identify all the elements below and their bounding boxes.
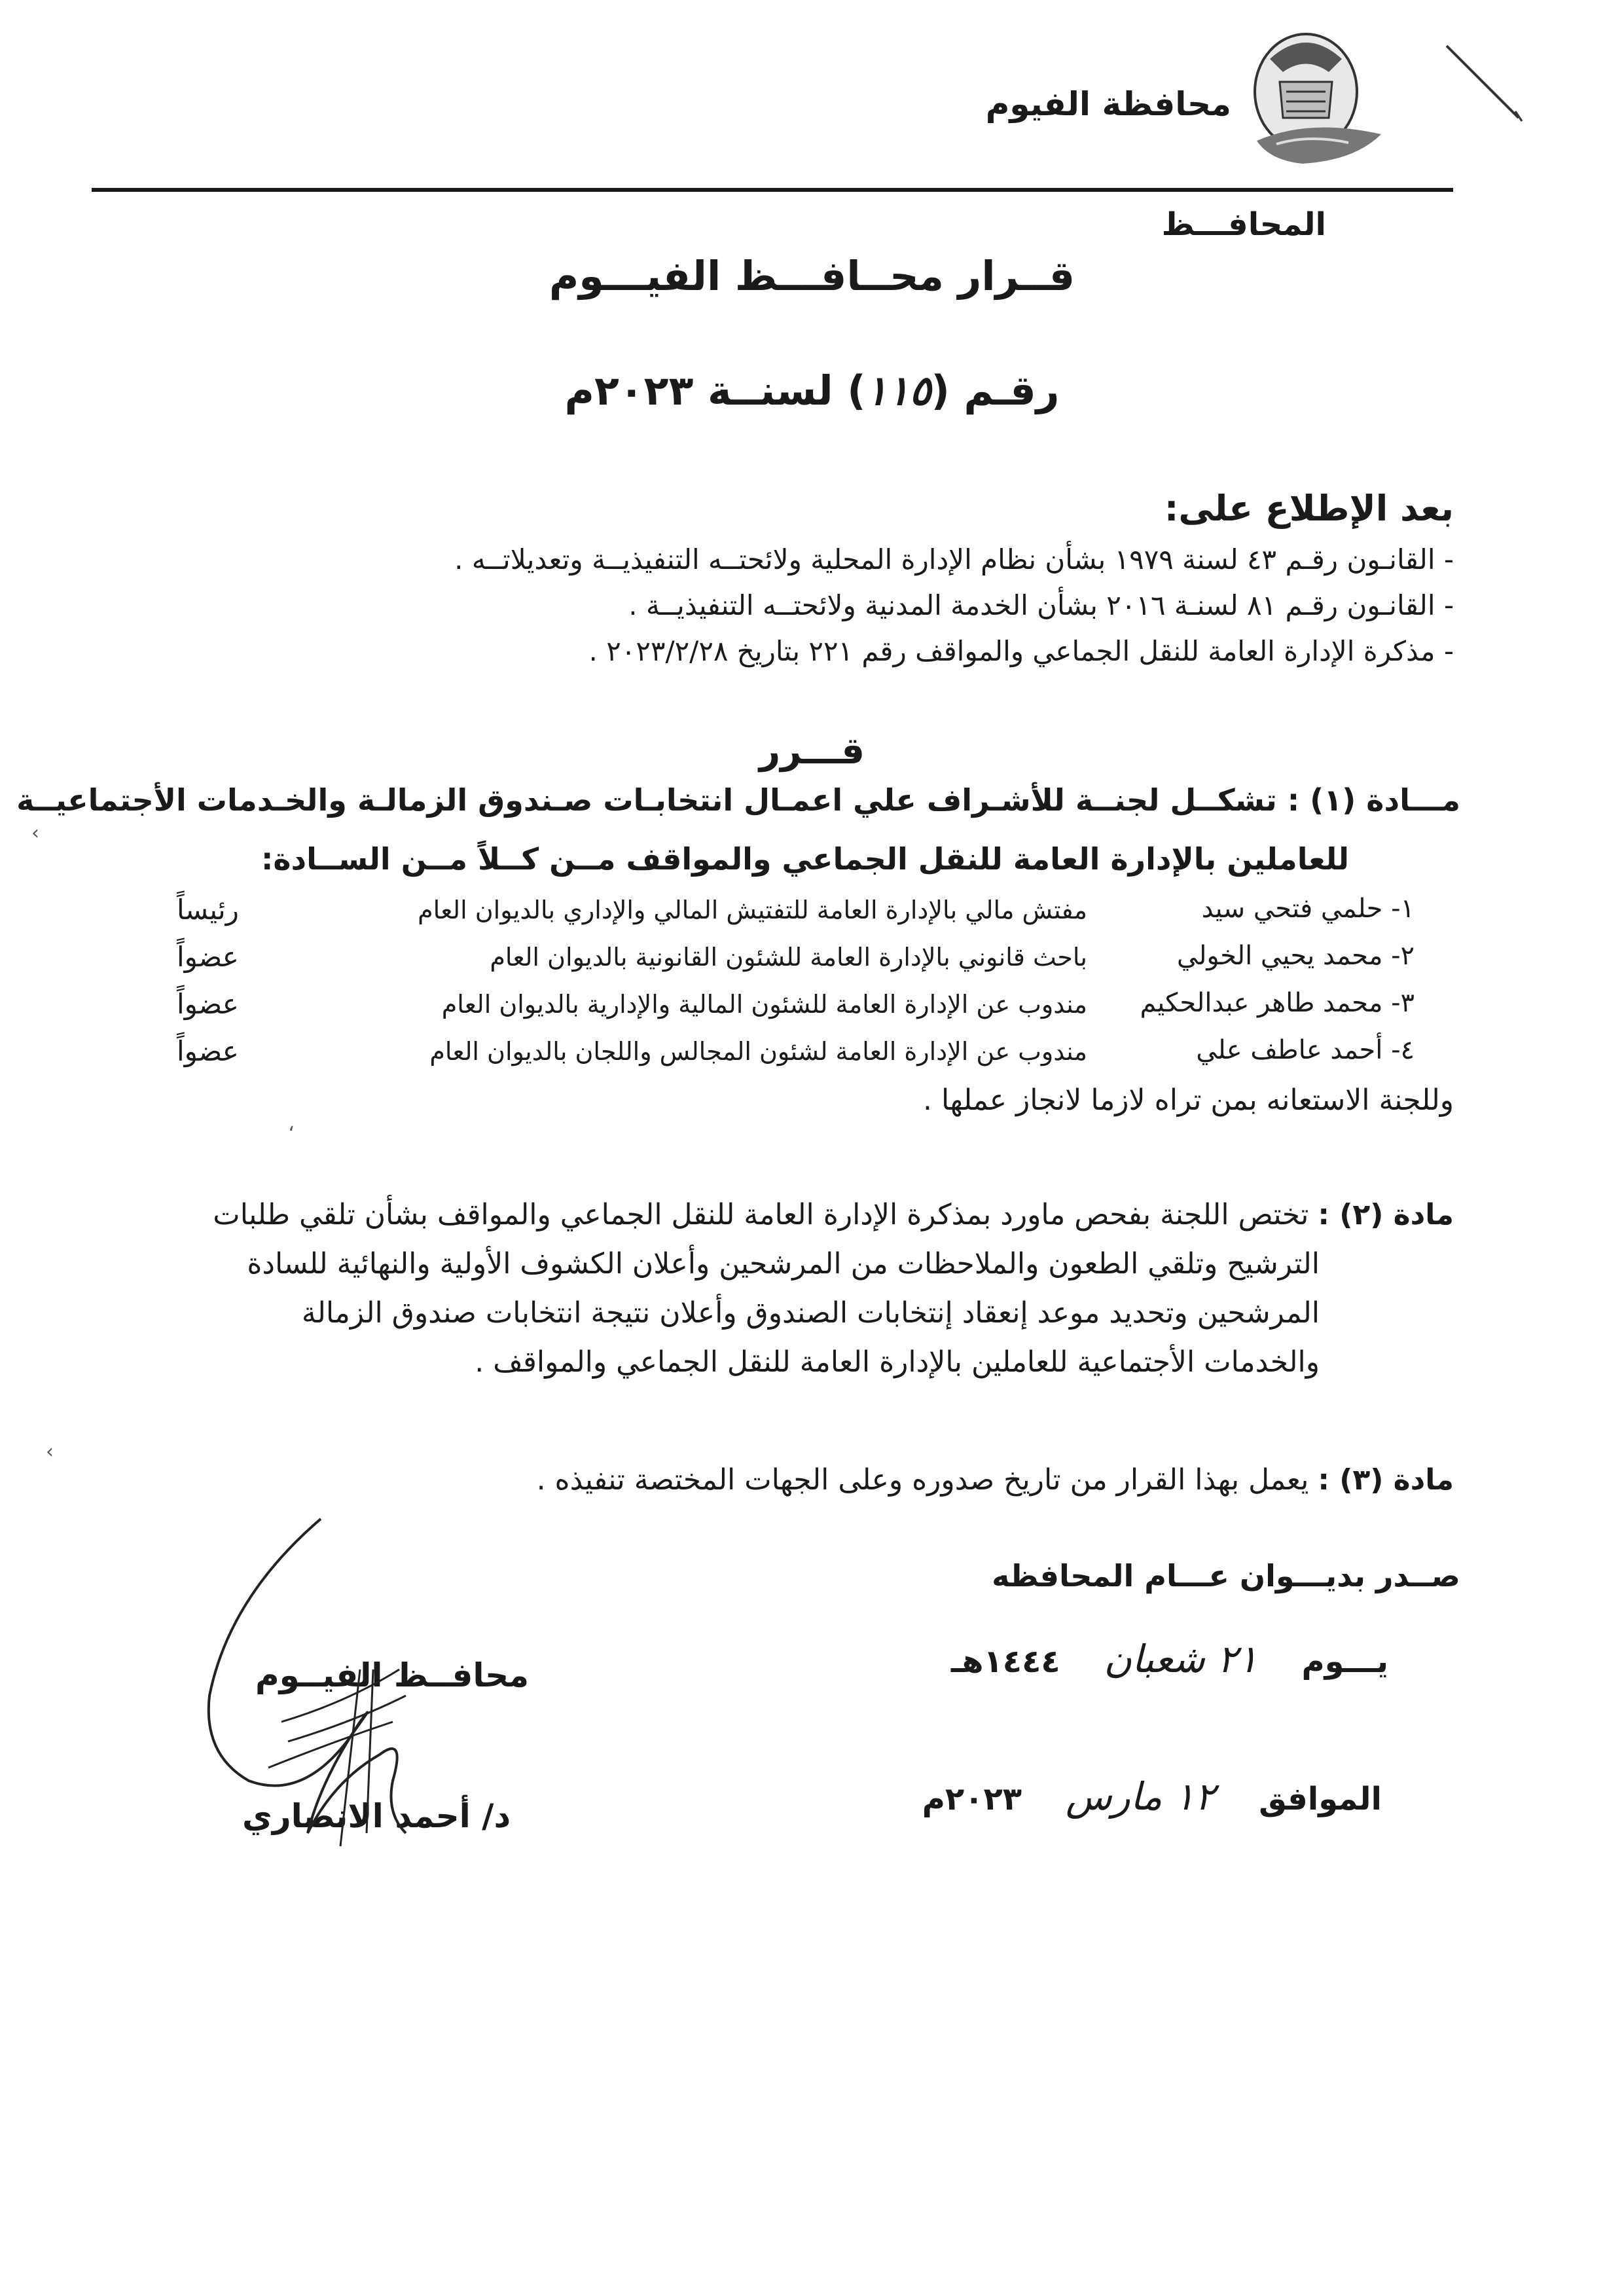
article2-first-line <box>213 1198 1454 1231</box>
header-divider <box>92 188 1453 192</box>
member-role: مفتش مالي بالإدارة العامة للتفتيش المالي والإداري بالديوان العام <box>418 896 1087 924</box>
article3-line <box>537 1463 1454 1497</box>
article2-line: والخدمات الأجتماعية للعاملين بالإدارة العامة للنقل الجماعي والمواقف . <box>475 1345 1320 1379</box>
signatory-name: د/ أحمد الانصاري <box>242 1797 511 1835</box>
article2-text: تختص اللجنة بفحص ماورد بمذكرة الإدارة العامة للنقل الجماعي والمواقف بشأن تلقي طلبات <box>213 1198 1309 1231</box>
scan-speck: › <box>46 1440 54 1463</box>
member-role: باحث قانوني بالإدارة العامة للشئون القانونية بالديوان العام <box>490 943 1087 972</box>
gregorian-year: ٢٠٢٣م <box>922 1781 1022 1817</box>
preamble-item: - القانـون رقـم ٨١ لسنـة ٢٠١٦ بشأن الخدمة المدنية ولائحتــه التنفيذيــة . <box>628 589 1454 621</box>
member-position: عضواً <box>177 988 239 1020</box>
member-position: رئيساً <box>177 894 239 926</box>
article1-line: للعاملين بالإدارة العامة للنقل الجماعي والمواقف مــن كــلاً مــن الســادة: <box>261 841 1349 877</box>
article1-line: مـــادة (١) : تشكــل لجنــة للأشـراف علي اعمـال انتخابـات صـندوق الزمالـة والخـدمات الأجتماعيــة <box>16 782 1460 818</box>
gregorian-handwritten: ١٢ مارس <box>1065 1774 1216 1819</box>
member-position: عضواً <box>177 941 239 973</box>
governorate-emblem-icon <box>1231 20 1388 177</box>
gregorian-date <box>922 1774 1382 1819</box>
scan-mark-icon <box>1440 39 1532 144</box>
member-name: ١- حلمي فتحي سيد <box>1201 894 1415 924</box>
decree-number <box>0 367 1624 414</box>
article2-label: مادة (٢) : <box>1318 1198 1454 1231</box>
decree-title: قــرار محــافـــظ الفيـــوم <box>549 252 1075 300</box>
handwritten-signature-icon <box>190 1506 517 1872</box>
decision-heading: قـــرر <box>759 730 865 773</box>
member-name: ٤- أحمد عاطف علي <box>1196 1035 1415 1065</box>
hijri-year: ١٤٤٤هـ <box>950 1643 1060 1680</box>
article3-label: مادة (٣) : <box>1318 1463 1454 1497</box>
governorate-name: محافظة الفيوم <box>985 85 1231 123</box>
hijri-label: يـــوم <box>1301 1643 1388 1680</box>
office-label: المحافـــظ <box>1161 206 1326 243</box>
preamble-item: - مذكرة الإدارة العامة للنقل الجماعي والمواقف رقم ٢٢١ بتاريخ ٢٠٢٣/٢/٢٨ . <box>588 635 1454 667</box>
member-name: ٣- محمد طاهر عبدالحكيم <box>1140 988 1415 1018</box>
decree-number-prefix: رقـم ( <box>931 367 1060 414</box>
preamble-item: - القانـون رقـم ٤٣ لسنة ١٩٧٩ بشأن نظام الإدارة المحلية ولائحتــه التنفيذيــة وتعديلاتــه . <box>454 543 1454 575</box>
gregorian-label: الموافق <box>1259 1781 1382 1817</box>
hijri-handwritten: ٢١ شعبان <box>1104 1637 1258 1681</box>
article2-line: الترشيح وتلقي الطعون والملاحظات من المرشحين وأعلان الكشوف الأولية والنهائية للسادة <box>247 1247 1320 1281</box>
preamble-heading: بعد الإطلاع على: <box>1164 488 1454 529</box>
signatory-title: محافــظ الفيــوم <box>255 1656 530 1694</box>
hijri-date <box>951 1637 1388 1681</box>
member-name: ٢- محمد يحيي الخولي <box>1176 941 1415 971</box>
issued-at: صــدر بديـــوان عـــام المحافظه <box>992 1558 1460 1594</box>
scan-speck: ، <box>288 1113 295 1136</box>
member-position: عضواً <box>177 1035 239 1067</box>
member-role: مندوب عن الإدارة العامة لشئون المجالس واللجان بالديوان العام <box>429 1037 1087 1066</box>
article2-line: المرشحين وتحديد موعد إنعقاد إنتخابات الصندوق وأعلان نتيجة انتخابات صندوق الزمالة <box>301 1296 1320 1330</box>
decree-number-suffix: ) لسنــة ٢٠٢٣م <box>564 367 866 414</box>
member-role: مندوب عن الإدارة العامة للشئون المالية والإدارية بالديوان العام <box>441 990 1087 1019</box>
decree-number-value: ١١٥ <box>865 367 931 414</box>
scan-speck: › <box>31 822 39 845</box>
committee-note: وللجنة الاستعانه بمن تراه لازما لانجاز عملها . <box>923 1084 1454 1117</box>
article3-text: يعمل بهذا القرار من تاريخ صدوره وعلى الجهات المختصة تنفيذه . <box>536 1463 1309 1497</box>
